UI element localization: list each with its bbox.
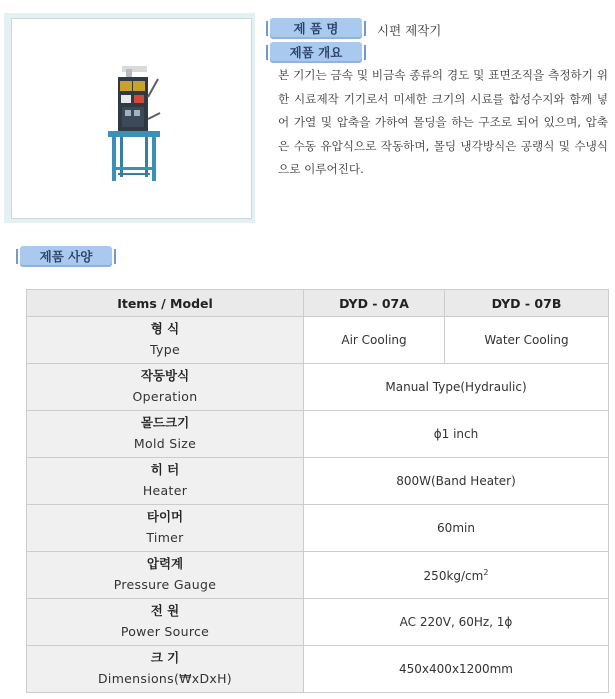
spec-value: 450x400x1200mm	[304, 646, 609, 693]
product-overview-text: 본 기기는 금속 및 비금속 종류의 경도 및 표면조직을 측정하기 위한 시료제작 기기로서 미세한 크기의 시료를 합성수지와 함께 넣어 가열 및 압축을 가하여 몰딩을 하는 구조로 되어 있으며, 압축은 수동 유압식으로 작동하며, 몰딩 냉각방식은 공랭식 및 수냉식으로 이루어진다.	[278, 68, 608, 176]
spec-value-b: Water Cooling	[445, 317, 609, 364]
spec-label-ko: 몰드크기	[140, 415, 190, 430]
spec-value: ϕ1 inch	[304, 411, 609, 458]
spec-label	[27, 646, 304, 693]
spec-label	[27, 552, 304, 599]
spec-label	[27, 364, 304, 411]
product-name-label: 제 품 명	[270, 18, 362, 39]
spec-label-ko: 히 터	[150, 462, 180, 477]
spec-label-en: Power Source	[120, 624, 210, 639]
product-image	[11, 18, 252, 219]
spec-label-ko: 형 식	[150, 321, 180, 336]
spec-label-en: Type	[150, 342, 180, 357]
spec-row-power-source	[27, 599, 609, 646]
spec-label-en: Operation	[132, 389, 198, 404]
spec-row-pressure-gauge	[27, 552, 609, 599]
spec-label-en: Mold Size	[133, 436, 197, 451]
spec-value: 60min	[304, 505, 609, 552]
spec-label	[27, 317, 304, 364]
product-name: 시편 제작기	[377, 23, 442, 38]
spec-label-ko: 크 기	[150, 650, 180, 665]
spec-label	[27, 505, 304, 552]
spec-label-ko: 타이머	[146, 509, 184, 524]
spec-row-heater	[27, 458, 609, 505]
spec-label-en: Dimensions(₩xDxH)	[98, 671, 232, 686]
spec-value	[304, 552, 609, 599]
product-image-frame	[4, 13, 255, 223]
spec-label-en: Heater	[142, 483, 188, 498]
spec-label	[27, 458, 304, 505]
spec-label	[27, 411, 304, 458]
spec-value: AC 220V, 60Hz, 1ϕ	[304, 599, 609, 646]
spec-value: Manual Type(Hydraulic)	[304, 364, 609, 411]
model-b-header: DYD - 07B	[445, 290, 609, 317]
items-model-header: Items / Model	[27, 290, 304, 317]
spec-table	[26, 289, 609, 693]
spec-label-ko: 압력계	[146, 556, 184, 571]
model-a-header: DYD - 07A	[304, 290, 445, 317]
specimen-press-machine-illustration	[12, 19, 251, 218]
product-overview-label: 제품 개요	[270, 42, 362, 63]
spec-row-dimensions	[27, 646, 609, 693]
spec-row-type	[27, 317, 609, 364]
spec-label-ko: 작동방식	[140, 368, 190, 383]
spec-value-a: Air Cooling	[304, 317, 445, 364]
spec-row-timer	[27, 505, 609, 552]
spec-label-en: Pressure Gauge	[113, 577, 217, 592]
spec-header-row	[27, 290, 609, 317]
pressure-value: 250kg/cm	[423, 568, 484, 583]
spec-row-operation	[27, 364, 609, 411]
spec-label	[27, 599, 304, 646]
spec-section-label: 제품 사양	[20, 246, 112, 267]
pressure-unit-superscript: 2	[483, 567, 489, 577]
spec-label-en: Timer	[146, 530, 184, 545]
spec-value: 800W(Band Heater)	[304, 458, 609, 505]
spec-label-ko: 전 원	[150, 603, 180, 618]
spec-row-mold-size	[27, 411, 609, 458]
